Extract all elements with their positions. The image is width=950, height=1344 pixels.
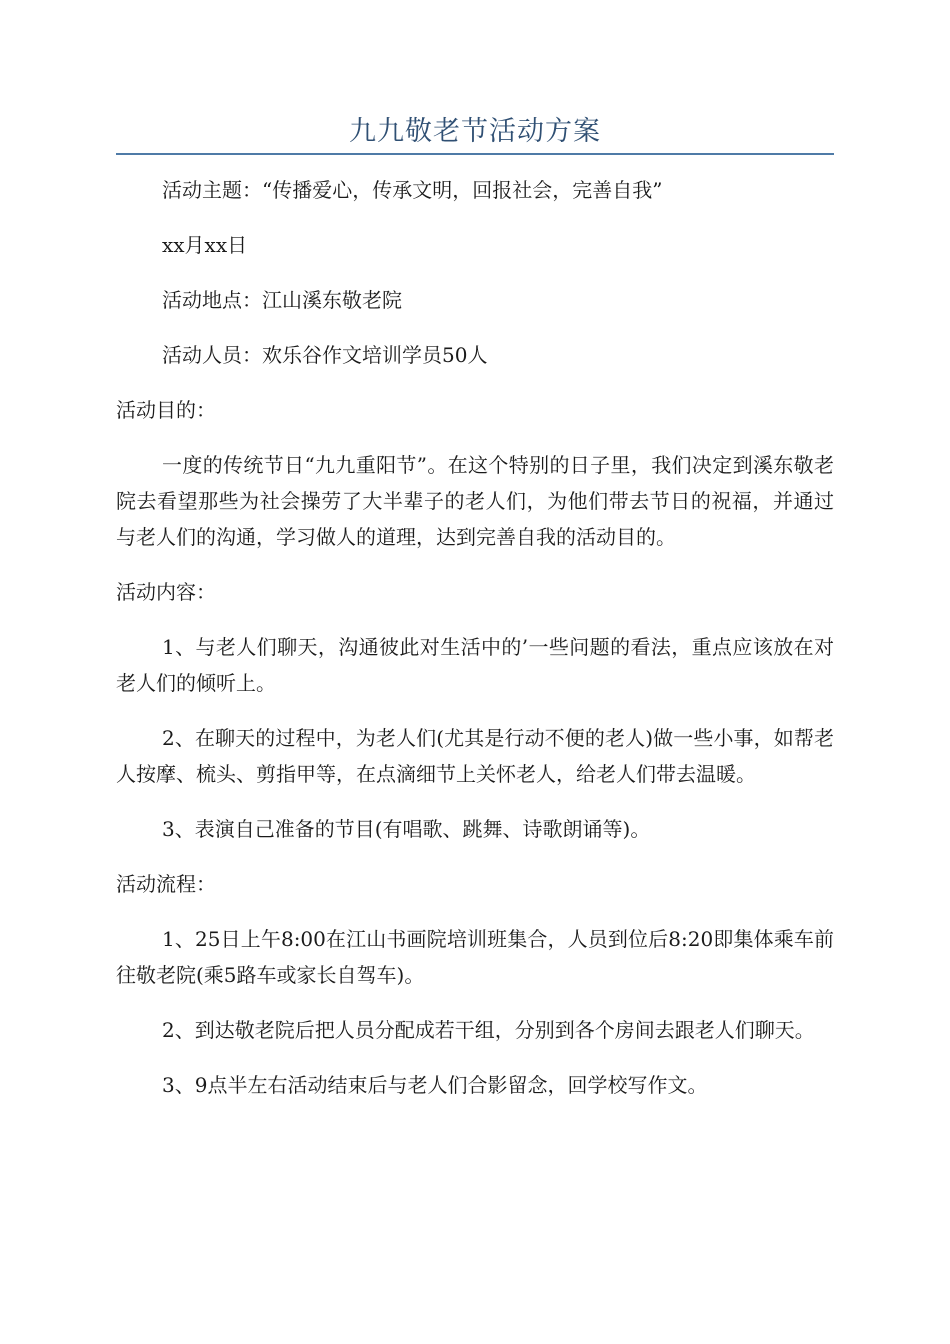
paragraph-location: 活动地点：江山溪东敬老院: [162, 288, 402, 312]
content-item-3: 3、表演自己准备的节目(有唱歌、跳舞、诗歌朗诵等)。: [162, 817, 651, 841]
heading-content: 活动内容：: [116, 580, 216, 604]
content-item-2: 2、在聊天的过程中，为老人们(尤其是行动不便的老人)做一些小事，如帮老人按摩、梳头、剪指甲等，在点滴细节上关怀老人，给老人们带去温暖。: [116, 726, 834, 786]
document-body: [116, 172, 834, 1122]
title-underline: [116, 153, 834, 155]
paragraph-theme: 活动主题：“传播爱心，传承文明，回报社会，完善自我”: [162, 178, 663, 202]
heading-process: 活动流程：: [116, 872, 216, 896]
content-item-1: 1、与老人们聊天，沟通彼此对生活中的’一些问题的看法，重点应该放在对老人们的倾听上。: [116, 635, 834, 695]
paragraph-date: xx月xx日: [162, 233, 248, 257]
process-item-3: 3、9点半左右活动结束后与老人们合影留念，回学校写作文。: [162, 1073, 708, 1097]
paragraph-participants: 活动人员：欢乐谷作文培训学员50人: [162, 343, 488, 367]
process-item-2: 2、到达敬老院后把人员分配成若干组，分别到各个房间去跟老人们聊天。: [162, 1018, 815, 1042]
heading-purpose: 活动目的：: [116, 398, 216, 422]
paragraph-purpose: 一度的传统节日“九九重阳节”。在这个特别的日子里，我们决定到溪东敬老院去看望那些为社会操劳了大半辈子的老人们，为他们带去节日的祝福，并通过与老人们的沟通，学习做人的道理，达到完善自我的活动目的。: [116, 453, 834, 549]
process-item-1: 1、25日上午8:00在江山书画院培训班集合，人员到位后8:20即集体乘车前往敬老院(乘5路车或家长自驾车)。: [116, 927, 834, 987]
document-title: 九九敬老节活动方案: [349, 116, 601, 147]
